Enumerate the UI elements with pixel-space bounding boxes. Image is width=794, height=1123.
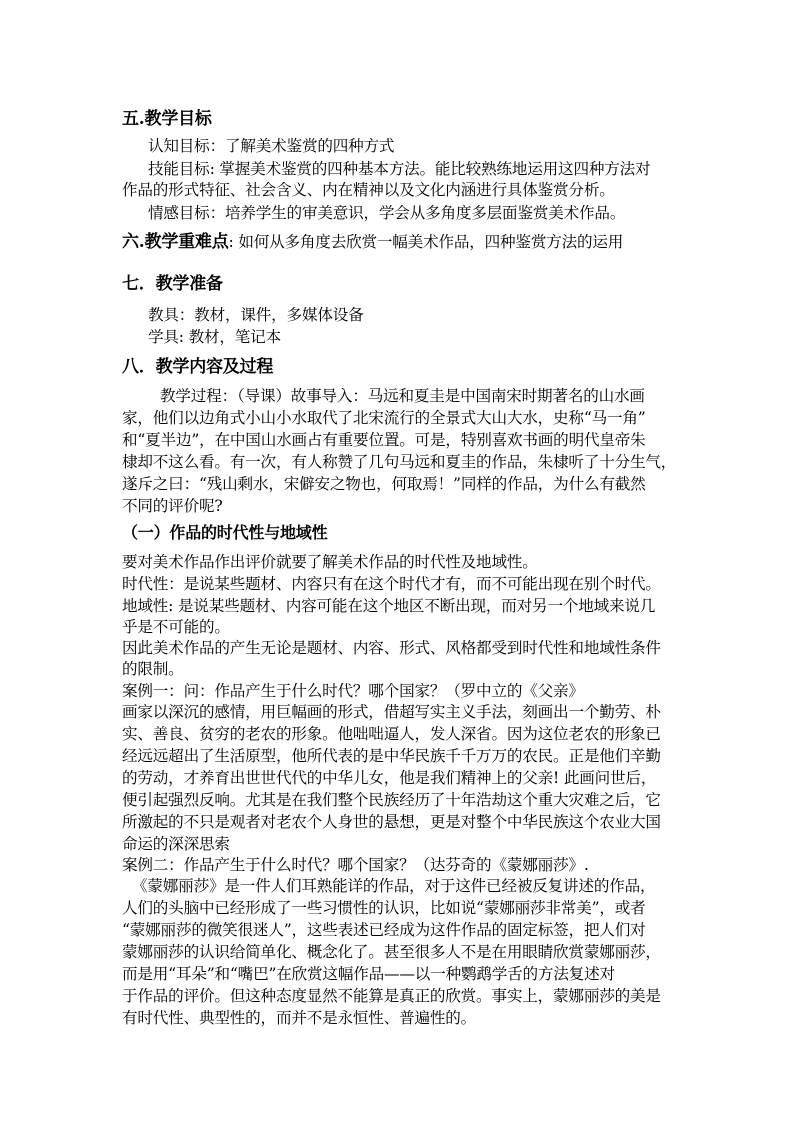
heading-preparation: 七．教学准备 <box>122 274 223 294</box>
goal-cognitive: 认知目标：了解美术鉴赏的四种方式 <box>148 137 395 155</box>
body-line: 人们的头脑中已经形成了一些习惯性的认识，比如说“蒙娜丽莎非常美”，或者 <box>122 899 646 917</box>
body-line: 命运的深深思索 <box>122 835 230 853</box>
prep-teacher: 教具：教材，课件，多媒体设备 <box>148 306 364 324</box>
body-line: 因此美术作品的产生无论是题材、内容、形式、风格都受到时代性和地域性条件 <box>122 639 661 657</box>
body-line: 时代性：是说某些题材、内容只有在这个时代才有，而不可能出现在别个时代。 <box>122 575 661 593</box>
body-line: “蒙娜丽莎的微笑很迷人”，这些表述已经成为这件作品的固定标签，把人们对 <box>122 921 646 939</box>
body-line: 实、善良、贫穷的老农的形象。他咄咄逼人，发人深省。因为这位老农的形象已 <box>122 725 661 743</box>
body-line: 画家以深沉的感情，用巨幅画的形式，借超写实主义手法，刻画出一个勤劳、朴 <box>122 703 661 721</box>
body-line: 地域性: 是说某些题材、内容可能在这个地区不断出现，而对另一个地域来说几 <box>122 597 656 615</box>
body-line: 于作品的评价。但这种态度显然不能算是真正的欣赏。事实上，蒙娜丽莎的美是 <box>122 987 661 1005</box>
intro-line: 和“夏半边”，在中国山水画占有重要位置。可是，特别喜欢书画的明代皇帝朱 <box>122 431 646 449</box>
heading-teaching-goals: 五.教学目标 <box>122 109 212 129</box>
goal-skill-line1: 技能目标: 掌握美术鉴赏的四种基本方法。能比较熟练地运用这四种方法对 <box>148 160 651 178</box>
body-line: 要对美术作品作出评价就要了解美术作品的时代性及地域性。 <box>122 553 538 571</box>
key-points-text: : 如何从多角度去欣赏一幅美术作品，四种鉴赏方法的运用 <box>228 233 624 251</box>
goal-skill-line2: 作品的形式特征、社会含义、内在精神以及文化内涵进行具体鉴赏分析。 <box>122 181 615 199</box>
body-line: 所激起的不只是观者对老农个人身世的悬想，更是对整个中华民族这个农业大国 <box>122 813 661 831</box>
prep-student: 学具: 教材，笔记本 <box>148 328 281 346</box>
body-line: 有时代性、典型性的，而并不是永恒性、普遍性的。 <box>122 1009 477 1027</box>
case-one-title: 案例一：问：作品产生于什么时代？哪个国家？（罗中立的《父亲》 <box>122 682 584 700</box>
body-line: 蒙娜丽莎的认识给简单化、概念化了。甚至很多人不是在用眼睛欣赏蒙娜丽莎， <box>122 943 661 961</box>
body-line: 的劳动，才养育出世世代代的中华儿女，他是我们精神上的父亲! 此画问世后， <box>122 769 657 787</box>
case-two-title: 案例二：作品产生于什么时代？哪个国家？（达芬奇的《蒙娜丽莎》. <box>122 856 589 874</box>
goal-emotion: 情感目标：培养学生的审美意识，学会从多角度多层面鉴赏美术作品。 <box>148 204 626 222</box>
body-line: 便引起强烈反响。尤其是在我们整个民族经历了十年浩劫这个重大灾难之后，它 <box>122 791 661 809</box>
key-points-line <box>122 232 623 252</box>
intro-line: 棣却不这么看。有一次，有人称赞了几句马远和夏圭的作品，朱棣听了十分生气， <box>122 453 677 471</box>
intro-line: 不同的评价呢? <box>122 497 223 515</box>
intro-line: 遂斥之曰：“残山剩水，宋僻安之物也，何取焉！”同样的作品，为什么有截然 <box>122 475 646 493</box>
heading-key-points: 六.教学重难点 <box>122 232 229 252</box>
intro-line: 家，他们以边角式小山小水取代了北宋流行的全景式大山大水，史称“马一角” <box>122 409 646 427</box>
body-line: 而是用“耳朵”和“嘴巴”在欣赏这幅作品——以一种鹦鹉学舌的方法复述对 <box>122 965 615 983</box>
body-line: 乎是不可能的。 <box>122 618 230 636</box>
intro-line: 教学过程：（导课）故事导入：马远和夏圭是中国南宋时期著名的山水画 <box>160 387 645 405</box>
body-line: 《蒙娜丽莎》是一件人们耳熟能详的作品，对于这件已经被反复讲述的作品， <box>132 877 656 895</box>
body-line: 经远远超出了生活原型，他所代表的是中华民族千千万万的农民。正是他们辛勤 <box>122 747 661 765</box>
heading-era-region: （一）作品的时代性与地域性 <box>122 523 328 542</box>
body-line: 的限制。 <box>122 660 184 678</box>
heading-content-process: 八．教学内容及过程 <box>122 357 274 377</box>
